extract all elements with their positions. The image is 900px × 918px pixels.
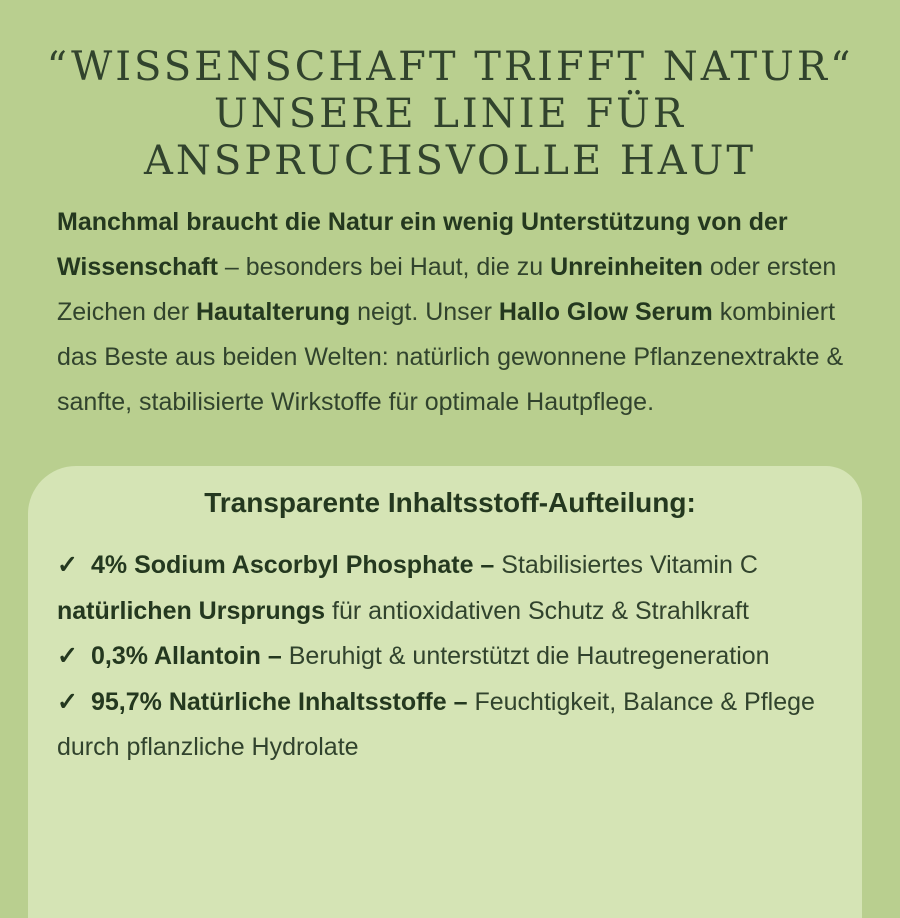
intro-text-3: neigt. Unser (350, 298, 499, 326)
ingredient-item-2 (57, 634, 857, 680)
intro-bold-2: Unreinheiten (550, 253, 703, 281)
ingredient-item-3-text-1: Feuchtigkeit, Balance & Pflege durch pflanzliche Hydrolate (57, 687, 815, 761)
ingredient-item-3 (57, 680, 857, 771)
heading-line-2: UNSERE LINIE FÜR (213, 91, 686, 137)
checkmark-icon: ✓ (57, 642, 78, 670)
ingredient-item-1-text-1: Stabilisiertes Vitamin C (494, 551, 758, 579)
ingredients-title: Transparente Inhaltsstoff-Aufteilung: (204, 487, 696, 518)
ingredient-item-1 (57, 543, 857, 634)
intro-bold-1: Manchmal braucht die Natur ein wenig Unterstützung von der Wissenschaft (57, 208, 788, 281)
intro-paragraph (57, 200, 847, 425)
heading-line-1: “WISSENSCHAFT TRIFFT NATUR“ (46, 44, 854, 90)
ingredients-list (57, 543, 857, 771)
intro-text-1: – besonders bei Haut, die zu (217, 253, 551, 281)
checkmark-icon: ✓ (57, 551, 78, 579)
ingredient-item-2-text-1: Beruhigt & unterstützt die Hautregeneration (281, 642, 770, 670)
checkmark-icon: ✓ (57, 687, 78, 716)
intro-text-4: kombiniert das Beste aus beiden Welten: natürlich gewonnene Pflanzenextrakte & sanfte, stabilisierte Wirkstoffe für optimale Hautpflege. (57, 298, 844, 416)
heading-line-3: ANSPRUCHSVOLLE HAUT (143, 138, 757, 184)
ingredient-item-2-bold: 0,3% Allantoin – (91, 642, 282, 670)
heading-block (40, 44, 860, 185)
intro-bold-3: Hautalterung (195, 298, 351, 326)
intro-bold-4: Hallo Glow Serum (498, 298, 713, 326)
ingredient-item-1-bold-2: natürlichen Ursprungs (57, 596, 326, 625)
intro-text-2: oder ersten Zeichen der (57, 253, 837, 326)
ingredient-item-1-text-2: für antioxidativen Schutz & Strahlkraft (325, 596, 749, 625)
ingredient-item-3-bold: 95,7% Natürliche Inhaltsstoffe – (91, 687, 468, 716)
ingredient-item-1-bold: 4% Sodium Ascorbyl Phosphate – (91, 551, 495, 579)
